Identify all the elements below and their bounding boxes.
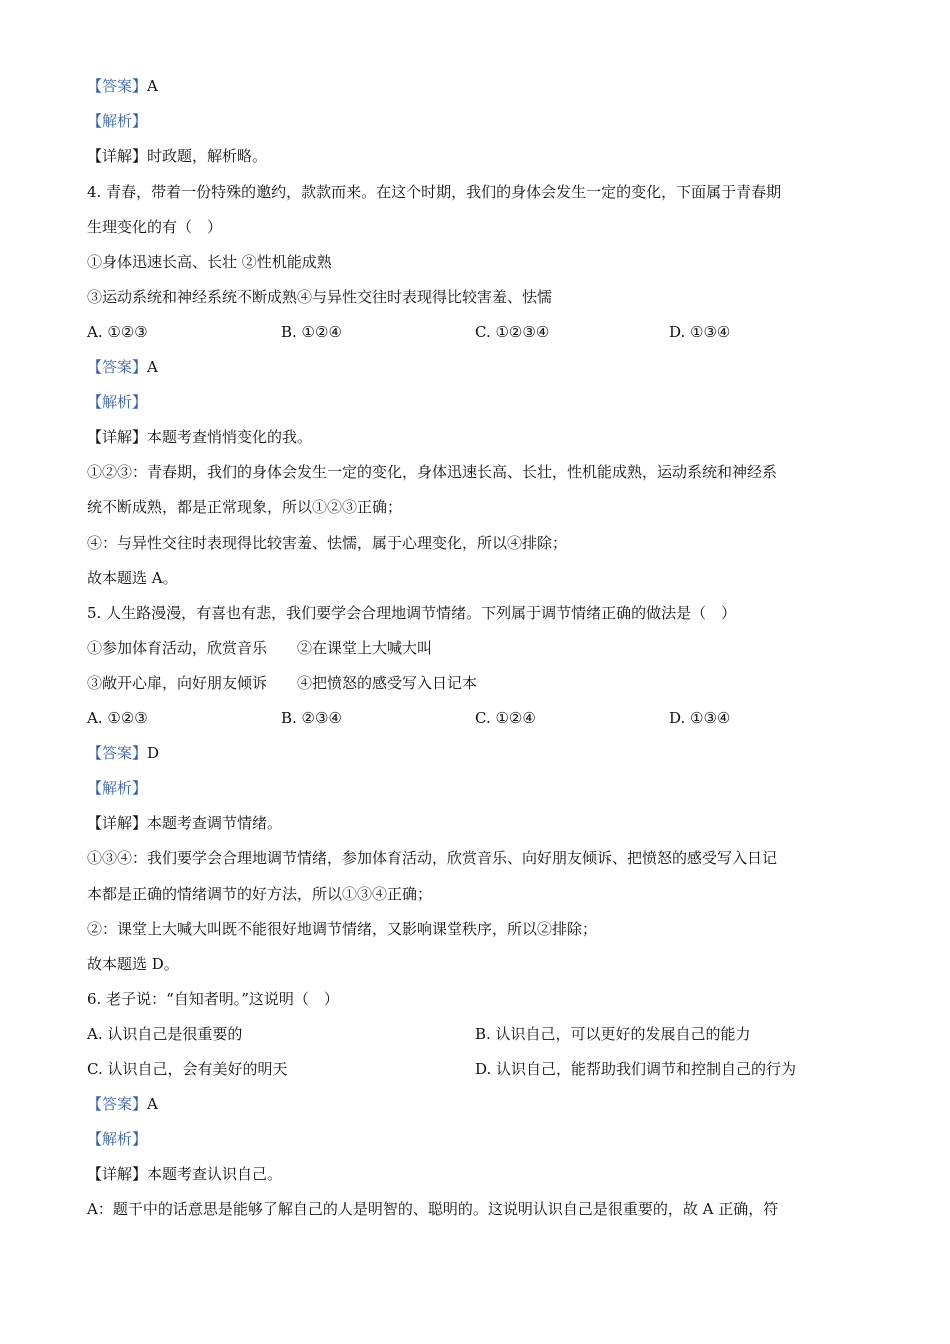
- option-b: B. ②③④: [281, 709, 342, 727]
- detail-text: 本题考查认识自己。: [147, 1165, 283, 1183]
- explanation-line: 本都是正确的情绪调节的好方法，所以①③④正确；: [87, 885, 433, 903]
- answer-label: 【答案】: [87, 77, 148, 95]
- option-b: B. 认识自己，可以更好的发展自己的能力: [475, 1025, 751, 1043]
- option-d: D. ①③④: [669, 709, 731, 727]
- question-stem: 6. 老子说：“自知者明。”这说明（ ）: [87, 990, 339, 1008]
- explanation-line: ②：课堂上大喊大叫既不能很好地调节情绪，又影响课堂秩序，所以②排除；: [87, 920, 598, 938]
- detail-text: 本题考查悄悄变化的我。: [147, 428, 313, 446]
- conclusion-line: 故本题选 D。: [87, 955, 179, 973]
- detail-label: 【详解】: [87, 147, 148, 165]
- analysis-label: 【解析】: [87, 1130, 148, 1148]
- option-a: A. ①②③: [87, 709, 148, 727]
- answer-value: A: [147, 358, 158, 376]
- question-stem: 5. 人生路漫漫，有喜也有悲，我们要学会合理地调节情绪。下列属于调节情绪正确的做法是（ ）: [87, 604, 737, 622]
- option-c: C. ①②③④: [475, 323, 550, 341]
- analysis-label: 【解析】: [87, 112, 148, 130]
- analysis-label: 【解析】: [87, 779, 148, 797]
- option-a: A. 认识自己是很重要的: [87, 1025, 243, 1043]
- conclusion-line: 故本题选 A。: [87, 569, 178, 587]
- option-c: C. ①②④: [475, 709, 536, 727]
- question-item: ①参加体育活动，欣赏音乐 ②在课堂上大喊大叫: [87, 639, 433, 657]
- answer-value: D: [147, 744, 160, 762]
- explanation-line: ④：与异性交往时表现得比较害羞、怯懦，属于心理变化，所以④排除；: [87, 534, 568, 552]
- answer-line: [87, 1094, 158, 1114]
- detail-text: 本题考查调节情绪。: [147, 814, 283, 832]
- option-d: D. 认识自己，能帮助我们调节和控制自己的行为: [475, 1060, 797, 1078]
- answer-line: [87, 76, 158, 96]
- option-a: A. ①②③: [87, 323, 148, 341]
- question-stem-cont: 生理变化的有（ ）: [87, 218, 223, 236]
- detail-label: 【详解】: [87, 428, 148, 446]
- question-item: ③敞开心扉，向好朋友倾诉 ④把愤怒的感受写入日记本: [87, 674, 478, 692]
- answer-label: 【答案】: [87, 358, 148, 376]
- detail-line: [87, 427, 312, 447]
- question-item: ③运动系统和神经系统不断成熟④与异性交往时表现得比较害羞、怯懦: [87, 288, 553, 306]
- answer-line: [87, 743, 159, 763]
- detail-label: 【详解】: [87, 814, 148, 832]
- answer-label: 【答案】: [87, 744, 148, 762]
- explanation-line: ①②③：青春期，我们的身体会发生一定的变化，身体迅速长高、长壮，性机能成熟，运动系统和神经系: [87, 463, 778, 481]
- detail-label: 【详解】: [87, 1165, 148, 1183]
- detail-text: 时政题，解析略。: [147, 147, 268, 165]
- detail-line: [87, 1164, 282, 1184]
- analysis-label: 【解析】: [87, 393, 148, 411]
- answer-label: 【答案】: [87, 1095, 148, 1113]
- question-item: ①身体迅速长高、长壮 ②性机能成熟: [87, 253, 332, 271]
- answer-value: A: [147, 77, 158, 95]
- detail-line: [87, 813, 282, 833]
- explanation-line: A：题干中的话意思是能够了解自己的人是明智的、聪明的。这说明认识自己是很重要的，故 A 正确，符: [87, 1200, 779, 1218]
- option-c: C. 认识自己，会有美好的明天: [87, 1060, 288, 1078]
- answer-value: A: [147, 1095, 158, 1113]
- detail-line: [87, 146, 267, 166]
- explanation-line: ①③④：我们要学会合理地调节情绪，参加体育活动，欣赏音乐、向好朋友倾诉、把愤怒的感受写入日记: [87, 849, 778, 867]
- explanation-line: 统不断成熟，都是正常现象，所以①②③正确；: [87, 498, 403, 516]
- option-b: B. ①②④: [281, 323, 342, 341]
- option-d: D. ①③④: [669, 323, 731, 341]
- question-stem: 4. 青春，带着一份特殊的邀约，款款而来。在这个时期，我们的身体会发生一定的变化，下面属于青春期: [87, 183, 782, 201]
- answer-line: [87, 357, 158, 377]
